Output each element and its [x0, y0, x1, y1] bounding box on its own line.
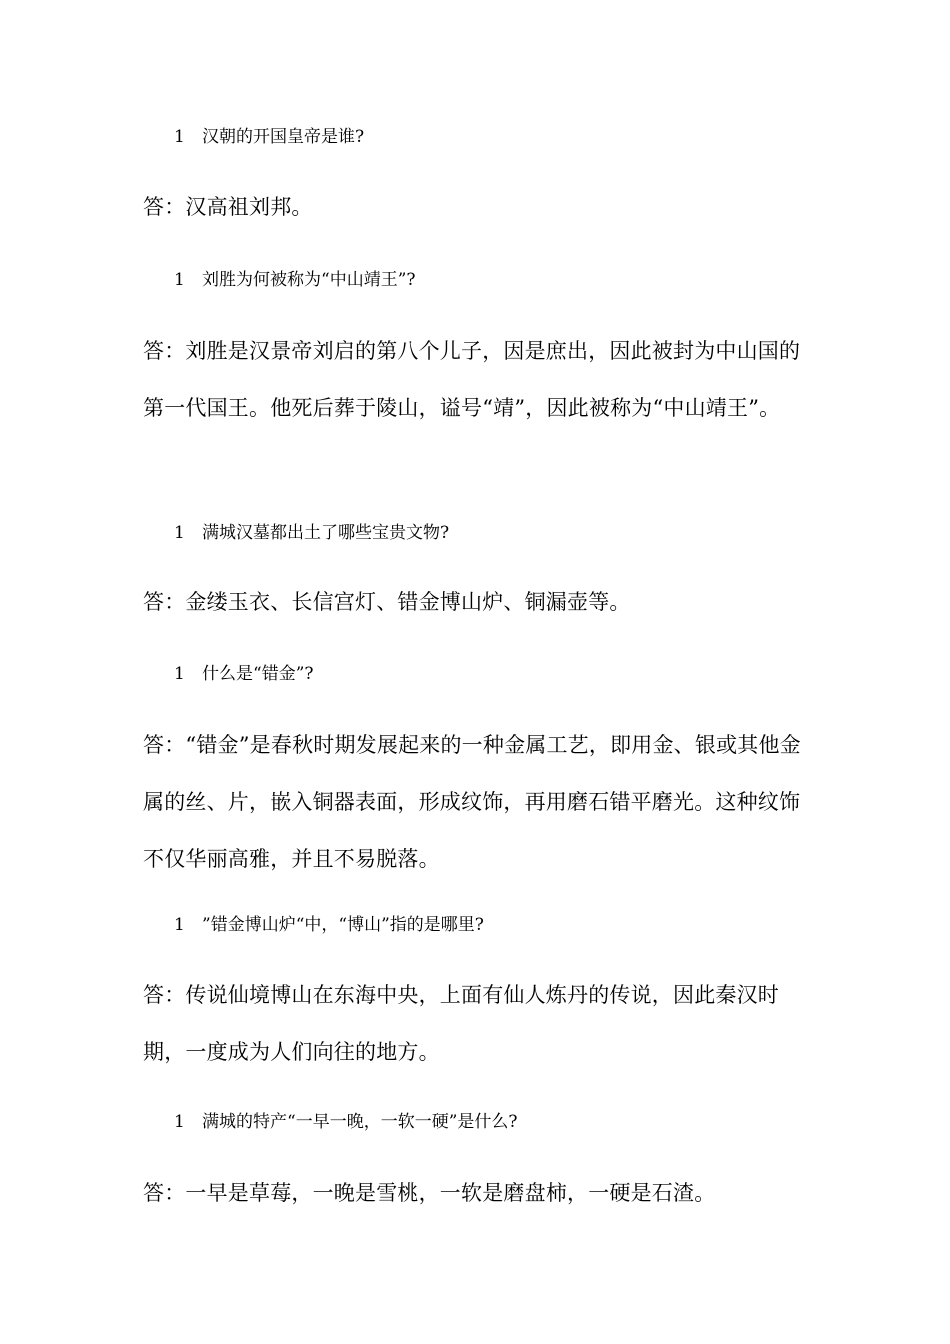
question-text: 满城的特产“一早一晚，一软一硬”是什么?	[202, 1112, 518, 1132]
answer-4: 答：“错金”是春秋时期发展起来的一种金属工艺，即用金、银或其他金属的丝、片，嵌入铜器表面，形成纹饰，再用磨石错平磨光。这种纹饰不仅华丽高雅，并且不易脱落。	[143, 733, 801, 871]
question-text: 刘胜为何被称为“中山靖王”?	[202, 270, 416, 290]
question-6	[174, 1111, 814, 1133]
question-5	[174, 914, 814, 936]
question-text: ”错金博山炉“中，“博山”指的是哪里?	[202, 915, 484, 935]
answer-5: 答：传说仙境博山在东海中央，上面有仙人炼丹的传说，因此秦汉时期，一度成为人们向往的地方。	[143, 983, 779, 1064]
question-text: 汉朝的开国皇帝是谁?	[202, 127, 365, 147]
question-3	[174, 522, 814, 544]
question-number: 1	[174, 127, 185, 147]
answer-1: 答：汉高祖刘邦。	[143, 195, 313, 219]
answer-6: 答：一早是草莓，一晚是雪桃，一软是磨盘柿，一硬是石渣。	[143, 1181, 716, 1205]
question-number: 1	[174, 664, 185, 684]
question-text: 满城汉墓都出土了哪些宝贵文物?	[202, 523, 450, 543]
question-number: 1	[174, 915, 185, 935]
question-4	[174, 663, 814, 685]
question-2	[174, 269, 814, 291]
answer-3: 答：金缕玉衣、长信宫灯、错金博山炉、铜漏壶等。	[143, 590, 631, 614]
question-number: 1	[174, 523, 185, 543]
question-text: 什么是“错金”?	[202, 664, 314, 684]
question-number: 1	[174, 1112, 185, 1132]
question-1	[174, 126, 814, 148]
question-number: 1	[174, 270, 185, 290]
answer-2: 答：刘胜是汉景帝刘启的第八个儿子，因是庶出，因此被封为中山国的第一代国王。他死后葬于陵山，谥号“靖”，因此被称为“中山靖王”。	[143, 339, 801, 420]
